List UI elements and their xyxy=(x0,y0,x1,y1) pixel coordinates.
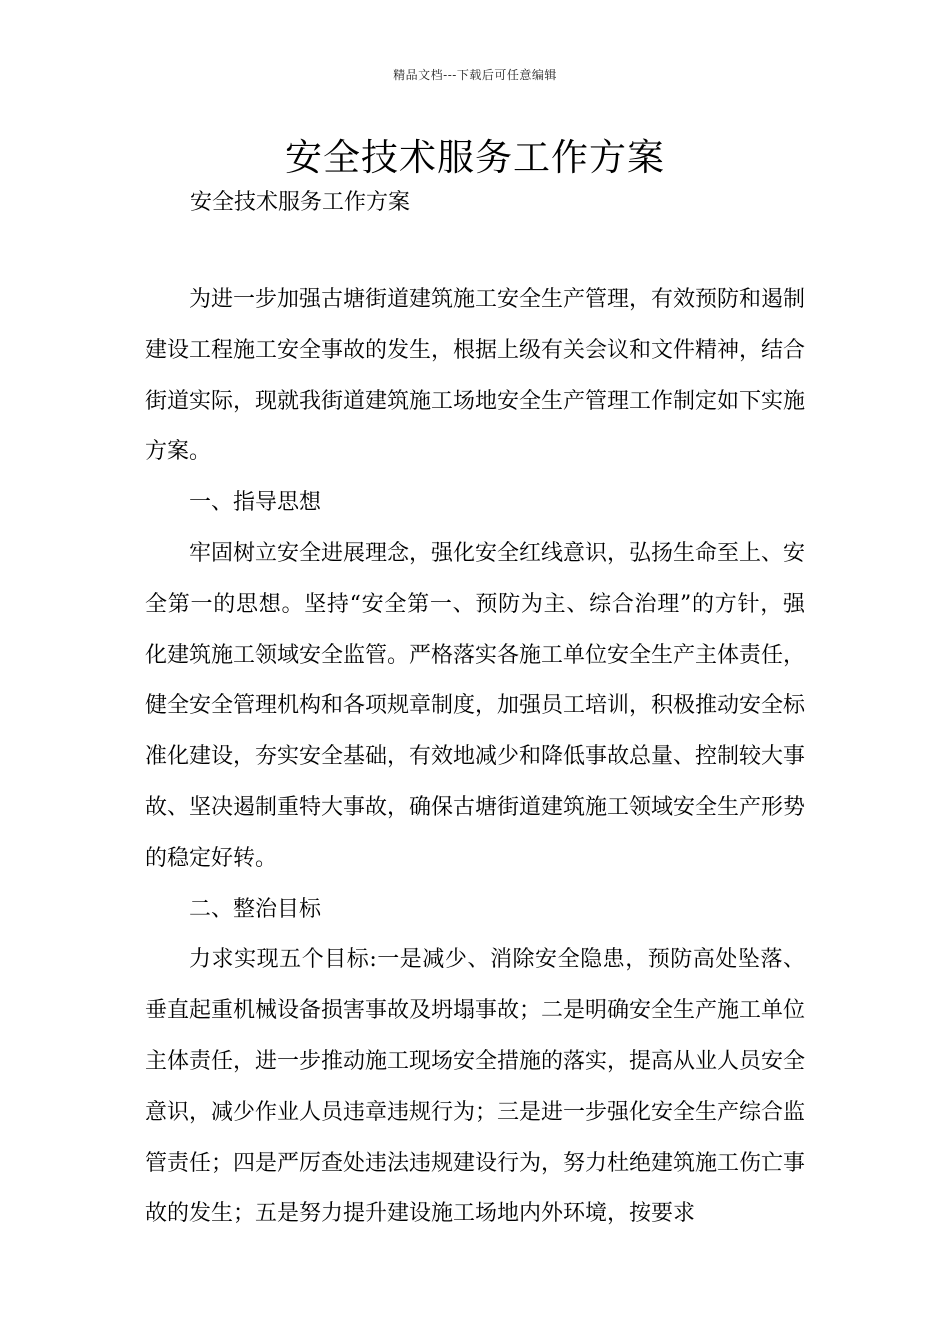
guiding-ideology-paragraph: 牢固树立安全进展理念，强化安全红线意识，弘扬生命至上、安全第一的思想。坚持“安全第一、预防为主、综合治理”的方针，强化建筑施工领域安全监管。严格落实各施工单位安全生产主体责任，健全安全管理机构和各项规章制度，加强员工培训，积极推动安全标准化建设，夯实安全基础，有效地减少和降低事故总量、控制较大事故、坚决遏制重特大事故，确保古塘街道建筑施工领域安全生产形势的稳定好转。 xyxy=(145,540,806,871)
section-heading-guiding-ideology: 一、指导思想 xyxy=(189,490,322,516)
intro-paragraph: 为进一步加强古塘街道建筑施工安全生产管理，有效预防和遏制建设工程施工安全事故的发生，根据上级有关会议和文件精神，结合街道实际，现就我街道建筑施工场地安全生产管理工作制定如下实施方案。 xyxy=(145,287,806,465)
header-note: 精品文档---下载后可任意编辑 xyxy=(393,68,557,82)
document-body xyxy=(145,275,805,1240)
document-subtitle: 安全技术服务工作方案 xyxy=(190,190,411,215)
targets-paragraph: 力求实现五个目标:一是减少、消除安全隐患，预防高处坠落、垂直起重机械设备损害事故及坍塌事故；二是明确安全生产施工单位主体责任，进一步推动施工现场安全措施的落实，提高从业人员安全意识，减少作业人员违章违规行为；三是进一步强化安全生产综合监管责任；四是严厉查处违法违规建设行为，努力杜绝建筑施工伤亡事故的发生；五是努力提升建设施工场地内外环境，按要求 xyxy=(145,947,806,1227)
section-heading-targets: 二、整治目标 xyxy=(189,896,322,922)
document-title: 安全技术服务工作方案 xyxy=(285,136,665,179)
